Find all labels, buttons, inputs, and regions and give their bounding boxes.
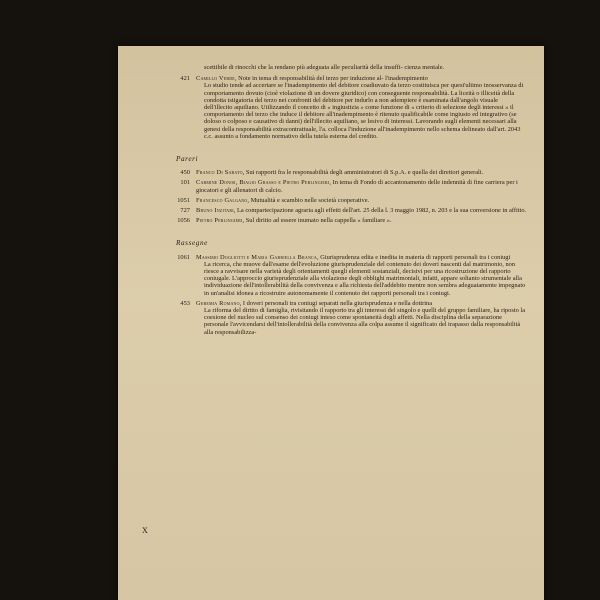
- entry-heading: [196, 179, 528, 193]
- index-entry: [176, 254, 528, 297]
- entry-page-number: 1051: [177, 196, 190, 204]
- entry-heading: [196, 254, 528, 261]
- entry-title: , Mutualità e scambio nelle società cooperative.: [247, 196, 370, 204]
- entry-author: Camillo Verde: [196, 75, 235, 83]
- entry-abstract: La ricerca, che muove dall'esame dell'evoluzione giurisprudenziale del contenuto dei doveri nascenti dal matrimonio, non riesce a ravvisare nella varietà degli orientamenti quegli elementi sostanziali, decisivi per una ricostruzione del rapporto coniugale. L'approccio giurisprudenziale alla violazione degli obblighi matrimoniali, infatti, appare soltanto strumentale alla individuazione dell'intollerabilità della convivenza e alla richiesta dell'addebito mentre non sembra adeguatamente impegnato in un'analisi idonea a ricostruire autonomamente il contenuto dei rapporti personali tra i coniugi.: [204, 260, 526, 297]
- entry-title: , La compartecipazione agraria agli effetti dell'art. 25 della l. 3 maggio 1982, n. 203 e la sua conversione in affitto.: [233, 207, 527, 215]
- index-column: [176, 64, 528, 339]
- document-page: [118, 46, 544, 600]
- entry-heading: [196, 75, 528, 82]
- entry-heading: [196, 169, 528, 176]
- entry-page-number: 453: [180, 299, 190, 307]
- entry-heading: [196, 197, 528, 204]
- entry-heading: [196, 300, 528, 307]
- entry-title: , In tema di Fondo di accantonamento delle indennità di fine carriera per i giocatori e gli allenatori di calcio.: [196, 179, 518, 194]
- entry-title: , Note in tema di responsabilità del terzo per induzione al- l'inadempimento: [234, 75, 428, 83]
- section-title-rassegne: Rassegne: [176, 239, 208, 248]
- entry-author: Carmine Donisi, Biagio Grasso e Pietro Perlingieri: [196, 179, 330, 187]
- index-entry: [176, 75, 528, 140]
- entry-page-number: 421: [180, 75, 190, 83]
- entry-heading: [196, 217, 528, 224]
- entry-title: , Giurisprudenza edita e inedita in materia di rapporti personali tra i coniugi: [317, 253, 511, 261]
- entry-title: , I doveri personali tra coniugi separati nella giurisprudenza e nella dottrina: [239, 299, 433, 307]
- entry-page-number: 101: [180, 179, 190, 187]
- section-title-pareri: Pareri: [176, 155, 199, 164]
- entry-author: Francesco Galgano: [196, 196, 248, 204]
- entry-page-number: 727: [180, 207, 190, 215]
- page-number-roman: X: [142, 526, 148, 535]
- index-entry: [176, 169, 528, 176]
- entry-title: , Sul diritto ad essere inumato nella cappella « familiare ».: [242, 217, 392, 225]
- entry-page-number: 1056: [177, 217, 190, 225]
- index-entry: [176, 300, 528, 336]
- entry-author: Bruno Inzitari: [196, 207, 234, 215]
- index-entry: [176, 197, 528, 204]
- entry-page-number: 450: [180, 169, 190, 177]
- entry-author: Pietro Perlingieri: [196, 217, 243, 225]
- index-entry: [176, 207, 528, 214]
- entry-author: Franco Di Sabato: [196, 169, 243, 177]
- entry-title: , Sui rapporti fra le responsabilità degli amministratori di S.p.A. e quella dei direttori generali.: [242, 169, 484, 177]
- index-entry: [176, 217, 528, 224]
- continuation-body: scettibile di rinocchi che la rendano più adeguata alle peculiarità della insuffi- cienza mentale.: [204, 64, 445, 71]
- continuation-text: [176, 64, 528, 71]
- entry-heading: [196, 207, 528, 214]
- entry-abstract: La riforma del diritto di famiglia, rivisitando il rapporto tra gli interessi del singolo e quelli del gruppo familiare, ha riposto la coesione del nucleo sul consenso dei coniugi inteso come spontaneità degli affetti. Nella disciplina della separazione personale l'avvicendarsi dell'intollerabilità della convivenza alla colpa assume il significato del trapasso dalla responsabilità alla responsabilizza-: [204, 307, 526, 336]
- entry-author: Massimo Dogliotti e Maria Gabriella Branca: [196, 253, 318, 261]
- index-entry: [176, 179, 528, 193]
- entry-abstract: Lo studio tende ad accertare se l'inadempimento del debitore coadiuvato da terzo costituisca per quest'ultimo inosservanza di comportamento dovuto (cioè violazione di un dovere giuridico) con conseguente responsabilità. La liceità o illiceità della condotta istigatoria del terzo nei confronti del debitore per indurlo a non adempiere è esaminata dall'angolo visuale dell'illecito aquiliano. Utilizzando il concetto di « ingiustizia » come funzione di « criterio di selezione degli interessi » il comportamento del terzo che induce il debitore all'inadempimento è ritenuto qualificabile come ingiusto ed integrativo (se doloso o colposo e causativo di danni) dell'illecito aquiliano, se lesivo di interessi. Lavorando sugli elementi necessari alla genesi della responsabilità extracontrattuale, l'a. colloca l'induzione all'inadempimento nello schema delineato dall'art. 2043 c.c. assunto a fondamento normativo della tutela esterna del credito.: [204, 82, 524, 140]
- entry-author: Geremia Romano: [196, 299, 240, 307]
- entry-page-number: 1061: [177, 253, 190, 261]
